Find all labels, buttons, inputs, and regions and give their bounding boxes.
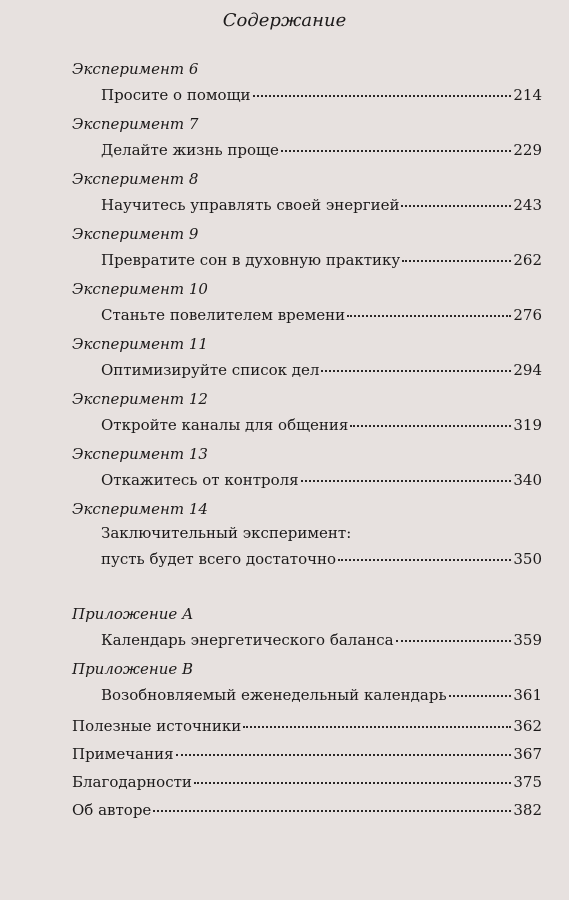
page-number: 359 [513,631,542,649]
page-number: 362 [513,717,542,735]
entry-line[interactable] [72,191,542,219]
page-number: 214 [513,86,542,104]
entry-title: Откажитесь от контроля [101,471,299,489]
entry-title: Примечания [72,745,174,763]
entry-line[interactable] [72,246,542,274]
table-of-contents [72,57,542,824]
toc-entry-experiment-9 [72,222,542,274]
page-number: 243 [513,196,542,214]
page-number: 262 [513,251,542,269]
toc-entry-appendix-b [72,657,542,709]
entry-title: Просите о помощи [101,86,251,104]
toc-entry-appendix-a [72,602,542,654]
entry-heading: Эксперимент 12 [72,390,208,408]
page-number: 382 [513,801,542,819]
entry-line[interactable] [72,356,542,384]
page-title: Содержание [222,10,347,31]
entry-line[interactable] [72,681,542,709]
dot-leader [350,425,511,427]
dot-leader [194,782,511,784]
entry-title: Полезные источники [72,717,242,735]
dot-leader [396,640,512,642]
entry-line[interactable] [72,545,542,573]
dot-leader [338,559,511,561]
entry-line[interactable] [72,411,542,439]
entry-title: Оптимизируйте список дел [101,361,320,379]
toc-entry-notes[interactable] [72,740,542,768]
toc-entry-experiment-10 [72,277,542,329]
toc-entry-about-author[interactable] [72,796,542,824]
entry-title: Превратите сон в духовную практику [101,251,401,269]
page-number: 294 [513,361,542,379]
page-number: 276 [513,306,542,324]
entry-title-line-1: Заключительный эксперимент: [101,524,352,542]
toc-entry-experiment-11 [72,332,542,384]
entry-title: Благодарности [72,773,192,791]
dot-leader [401,205,511,207]
page-number: 229 [513,141,542,159]
page-number: 340 [513,471,542,489]
page-number: 350 [513,550,542,568]
entry-heading: Эксперимент 8 [72,170,199,188]
toc-entry-experiment-8 [72,167,542,219]
dot-leader [347,315,511,317]
toc-entry-resources[interactable] [72,712,542,740]
entry-line[interactable] [72,626,542,654]
toc-entry-experiment-6 [72,57,542,109]
dot-leader [449,695,512,697]
dot-leader [402,260,511,262]
entry-heading: Эксперимент 10 [72,280,208,298]
dot-leader [243,726,511,728]
dot-leader [153,810,511,812]
entry-heading: Эксперимент 7 [72,115,199,133]
toc-entry-experiment-7 [72,112,542,164]
entry-heading: Эксперимент 9 [72,225,199,243]
toc-entry-experiment-13 [72,442,542,494]
toc-entry-acknowledgements[interactable] [72,768,542,796]
entry-heading: Эксперимент 6 [72,60,199,78]
entry-title: Откройте каналы для общения [101,416,349,434]
entry-heading: Эксперимент 14 [72,500,208,518]
section-gap [72,576,542,602]
dot-leader [301,480,512,482]
entry-heading: Приложение В [72,660,194,678]
entry-title: Станьте повелителем времени [101,306,346,324]
toc-entry-experiment-14 [72,497,542,573]
page-number: 367 [513,745,542,763]
page-number: 319 [513,416,542,434]
dot-leader [281,150,512,152]
dot-leader [253,95,512,97]
toc-entry-experiment-12 [72,387,542,439]
entry-line[interactable] [72,136,542,164]
entry-line[interactable] [72,301,542,329]
entry-line[interactable] [72,466,542,494]
entry-title: Возобновляемый еженедельный календарь [101,686,447,704]
entry-title: Делайте жизнь проще [101,141,279,159]
page-number: 375 [513,773,542,791]
dot-leader [176,754,512,756]
dot-leader [321,370,511,372]
entry-title: пусть будет всего достаточно [101,550,337,568]
entry-line[interactable] [72,81,542,109]
entry-title: Календарь энергетического баланса [101,631,394,649]
entry-heading: Приложение А [72,605,194,623]
entry-title: Научитесь управлять своей энергией [101,196,400,214]
entry-heading: Эксперимент 11 [72,335,208,353]
page-number: 361 [513,686,542,704]
entry-title: Об авторе [72,801,152,819]
entry-heading: Эксперимент 13 [72,445,208,463]
